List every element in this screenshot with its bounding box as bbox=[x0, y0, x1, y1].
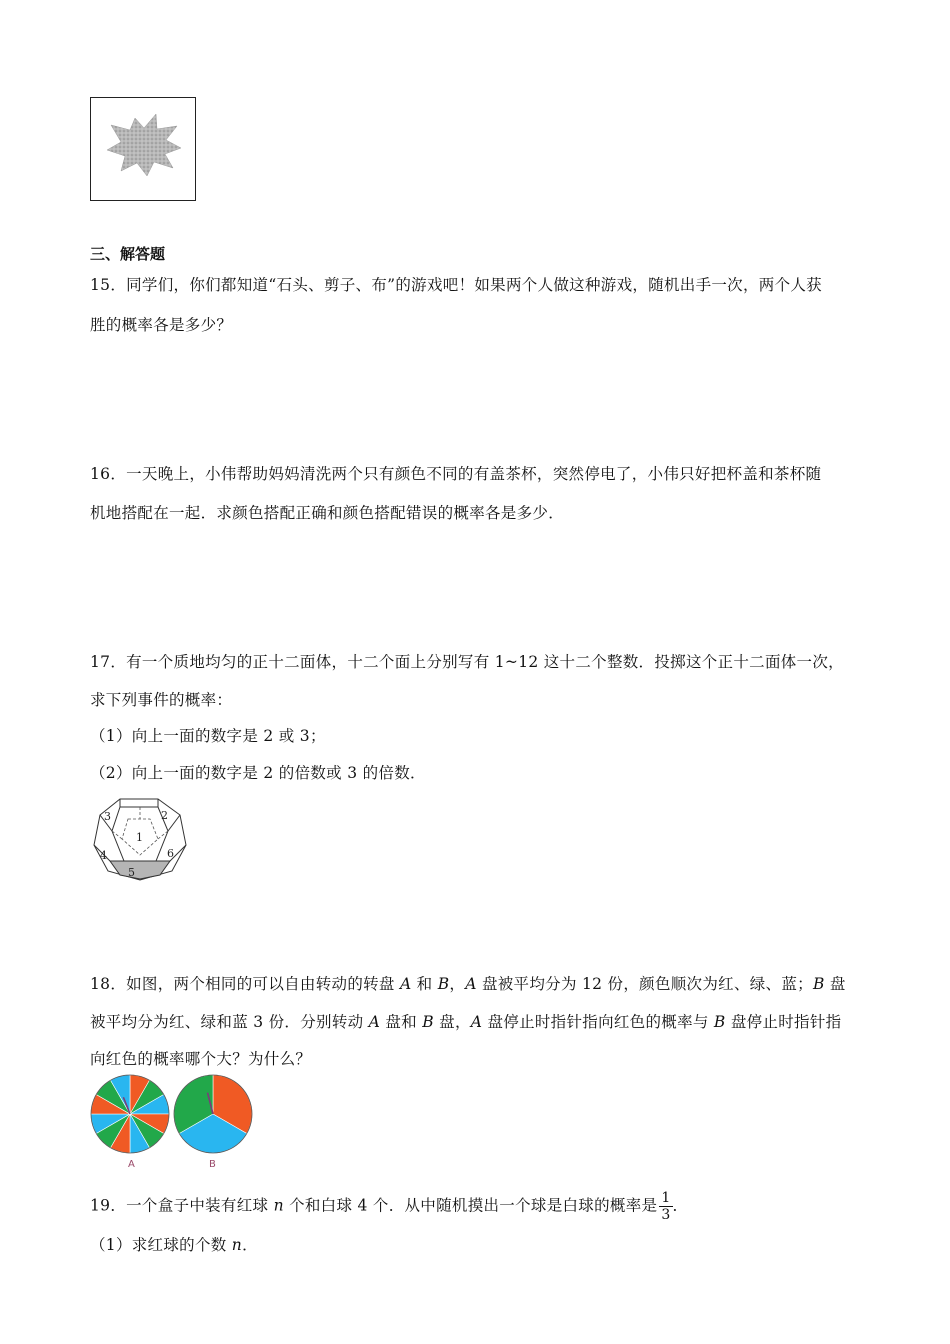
section-title: 三、解答题 bbox=[90, 245, 166, 263]
spinner-b-caption: B bbox=[209, 1159, 216, 1170]
q17-line1: 17．有一个质地均匀的正十二面体，十二个面上分别写有 1~12 这十二个整数．投掷这个正十二面体一次， bbox=[90, 653, 844, 671]
q17-line2: 求下列事件的概率： bbox=[90, 691, 233, 709]
q18-text: 盘和 bbox=[380, 1013, 423, 1031]
q18-text: 盘 bbox=[824, 975, 846, 993]
star-burst-icon bbox=[91, 98, 195, 200]
q18-line1 bbox=[90, 972, 846, 994]
spinners-figure bbox=[88, 1072, 258, 1172]
q18-text: 盘， bbox=[433, 1013, 471, 1031]
face-label-6: 6 bbox=[167, 847, 174, 860]
q19-text: 个和白球 4 个．从中随机摸出一个球是白球的概率是 bbox=[283, 1196, 658, 1215]
spinner-a bbox=[91, 1075, 169, 1153]
fraction-numerator: 1 bbox=[661, 1190, 671, 1206]
dodecahedron-figure bbox=[88, 793, 192, 883]
q17-part2: （2）向上一面的数字是 2 的倍数或 3 的倍数． bbox=[90, 764, 426, 782]
var-a: A bbox=[399, 975, 412, 993]
q19-text: 19．一个盒子中装有红球 bbox=[90, 1196, 274, 1215]
q16-line1: 16．一天晚上，小伟帮助妈妈清洗两个只有颜色不同的有盖茶杯，突然停电了，小伟只好把杯盖和茶杯随 bbox=[90, 465, 822, 483]
spinner-b bbox=[174, 1075, 252, 1153]
q19-text: ． bbox=[672, 1196, 689, 1215]
var-b: B bbox=[437, 975, 450, 993]
q19-line1 bbox=[90, 1190, 688, 1223]
var-n: n bbox=[273, 1196, 284, 1215]
q18-text: 盘被平均分为 12 份，颜色顺次为红、绿、蓝； bbox=[476, 975, 813, 993]
var-b: B bbox=[713, 1013, 726, 1031]
q18-text: 盘停止时指针指向红色的概率与 bbox=[482, 1013, 714, 1031]
q19-part1 bbox=[90, 1233, 258, 1255]
q18-text: ， bbox=[449, 975, 466, 993]
fraction-one-third bbox=[659, 1190, 672, 1223]
q18-line3: 向红色的概率哪个大？为什么？ bbox=[90, 1050, 312, 1068]
q18-text: 被平均分为红、绿和蓝 3 份．分别转动 bbox=[90, 1013, 369, 1031]
q15-line1: 15．同学们，你们都知道“石头、剪子、布”的游戏吧！如果两个人做这种游戏，随机出手一次，两个人获 bbox=[90, 276, 822, 294]
q18-text: 和 bbox=[411, 975, 438, 993]
q18-line2 bbox=[90, 1010, 841, 1032]
q18-text: 18．如图，两个相同的可以自由转动的转盘 bbox=[90, 975, 400, 993]
face-label-4: 4 bbox=[100, 849, 107, 862]
face-label-2: 2 bbox=[161, 809, 168, 822]
star-figure bbox=[90, 97, 196, 201]
q19-text: ． bbox=[242, 1236, 258, 1254]
q18-text: 盘停止时指针指 bbox=[725, 1013, 842, 1031]
q16-line2: 机地搭配在一起．求颜色搭配正确和颜色搭配错误的概率各是多少． bbox=[90, 504, 565, 522]
q17-part1: （1）向上一面的数字是 2 或 3； bbox=[90, 727, 326, 745]
fraction-denominator: 3 bbox=[661, 1207, 671, 1223]
face-label-5: 5 bbox=[128, 866, 135, 879]
var-a: A bbox=[470, 1013, 483, 1031]
var-b: B bbox=[812, 975, 825, 993]
face-label-3: 3 bbox=[104, 810, 111, 823]
var-b: B bbox=[422, 1013, 434, 1031]
var-n: n bbox=[231, 1236, 243, 1254]
var-a: A bbox=[465, 975, 477, 993]
q15-line2: 胜的概率各是多少？ bbox=[90, 316, 233, 334]
face-label-1: 1 bbox=[136, 831, 143, 844]
q19-text: （1）求红球的个数 bbox=[90, 1236, 232, 1254]
var-a: A bbox=[368, 1013, 381, 1031]
spinner-a-caption: A bbox=[128, 1159, 135, 1170]
